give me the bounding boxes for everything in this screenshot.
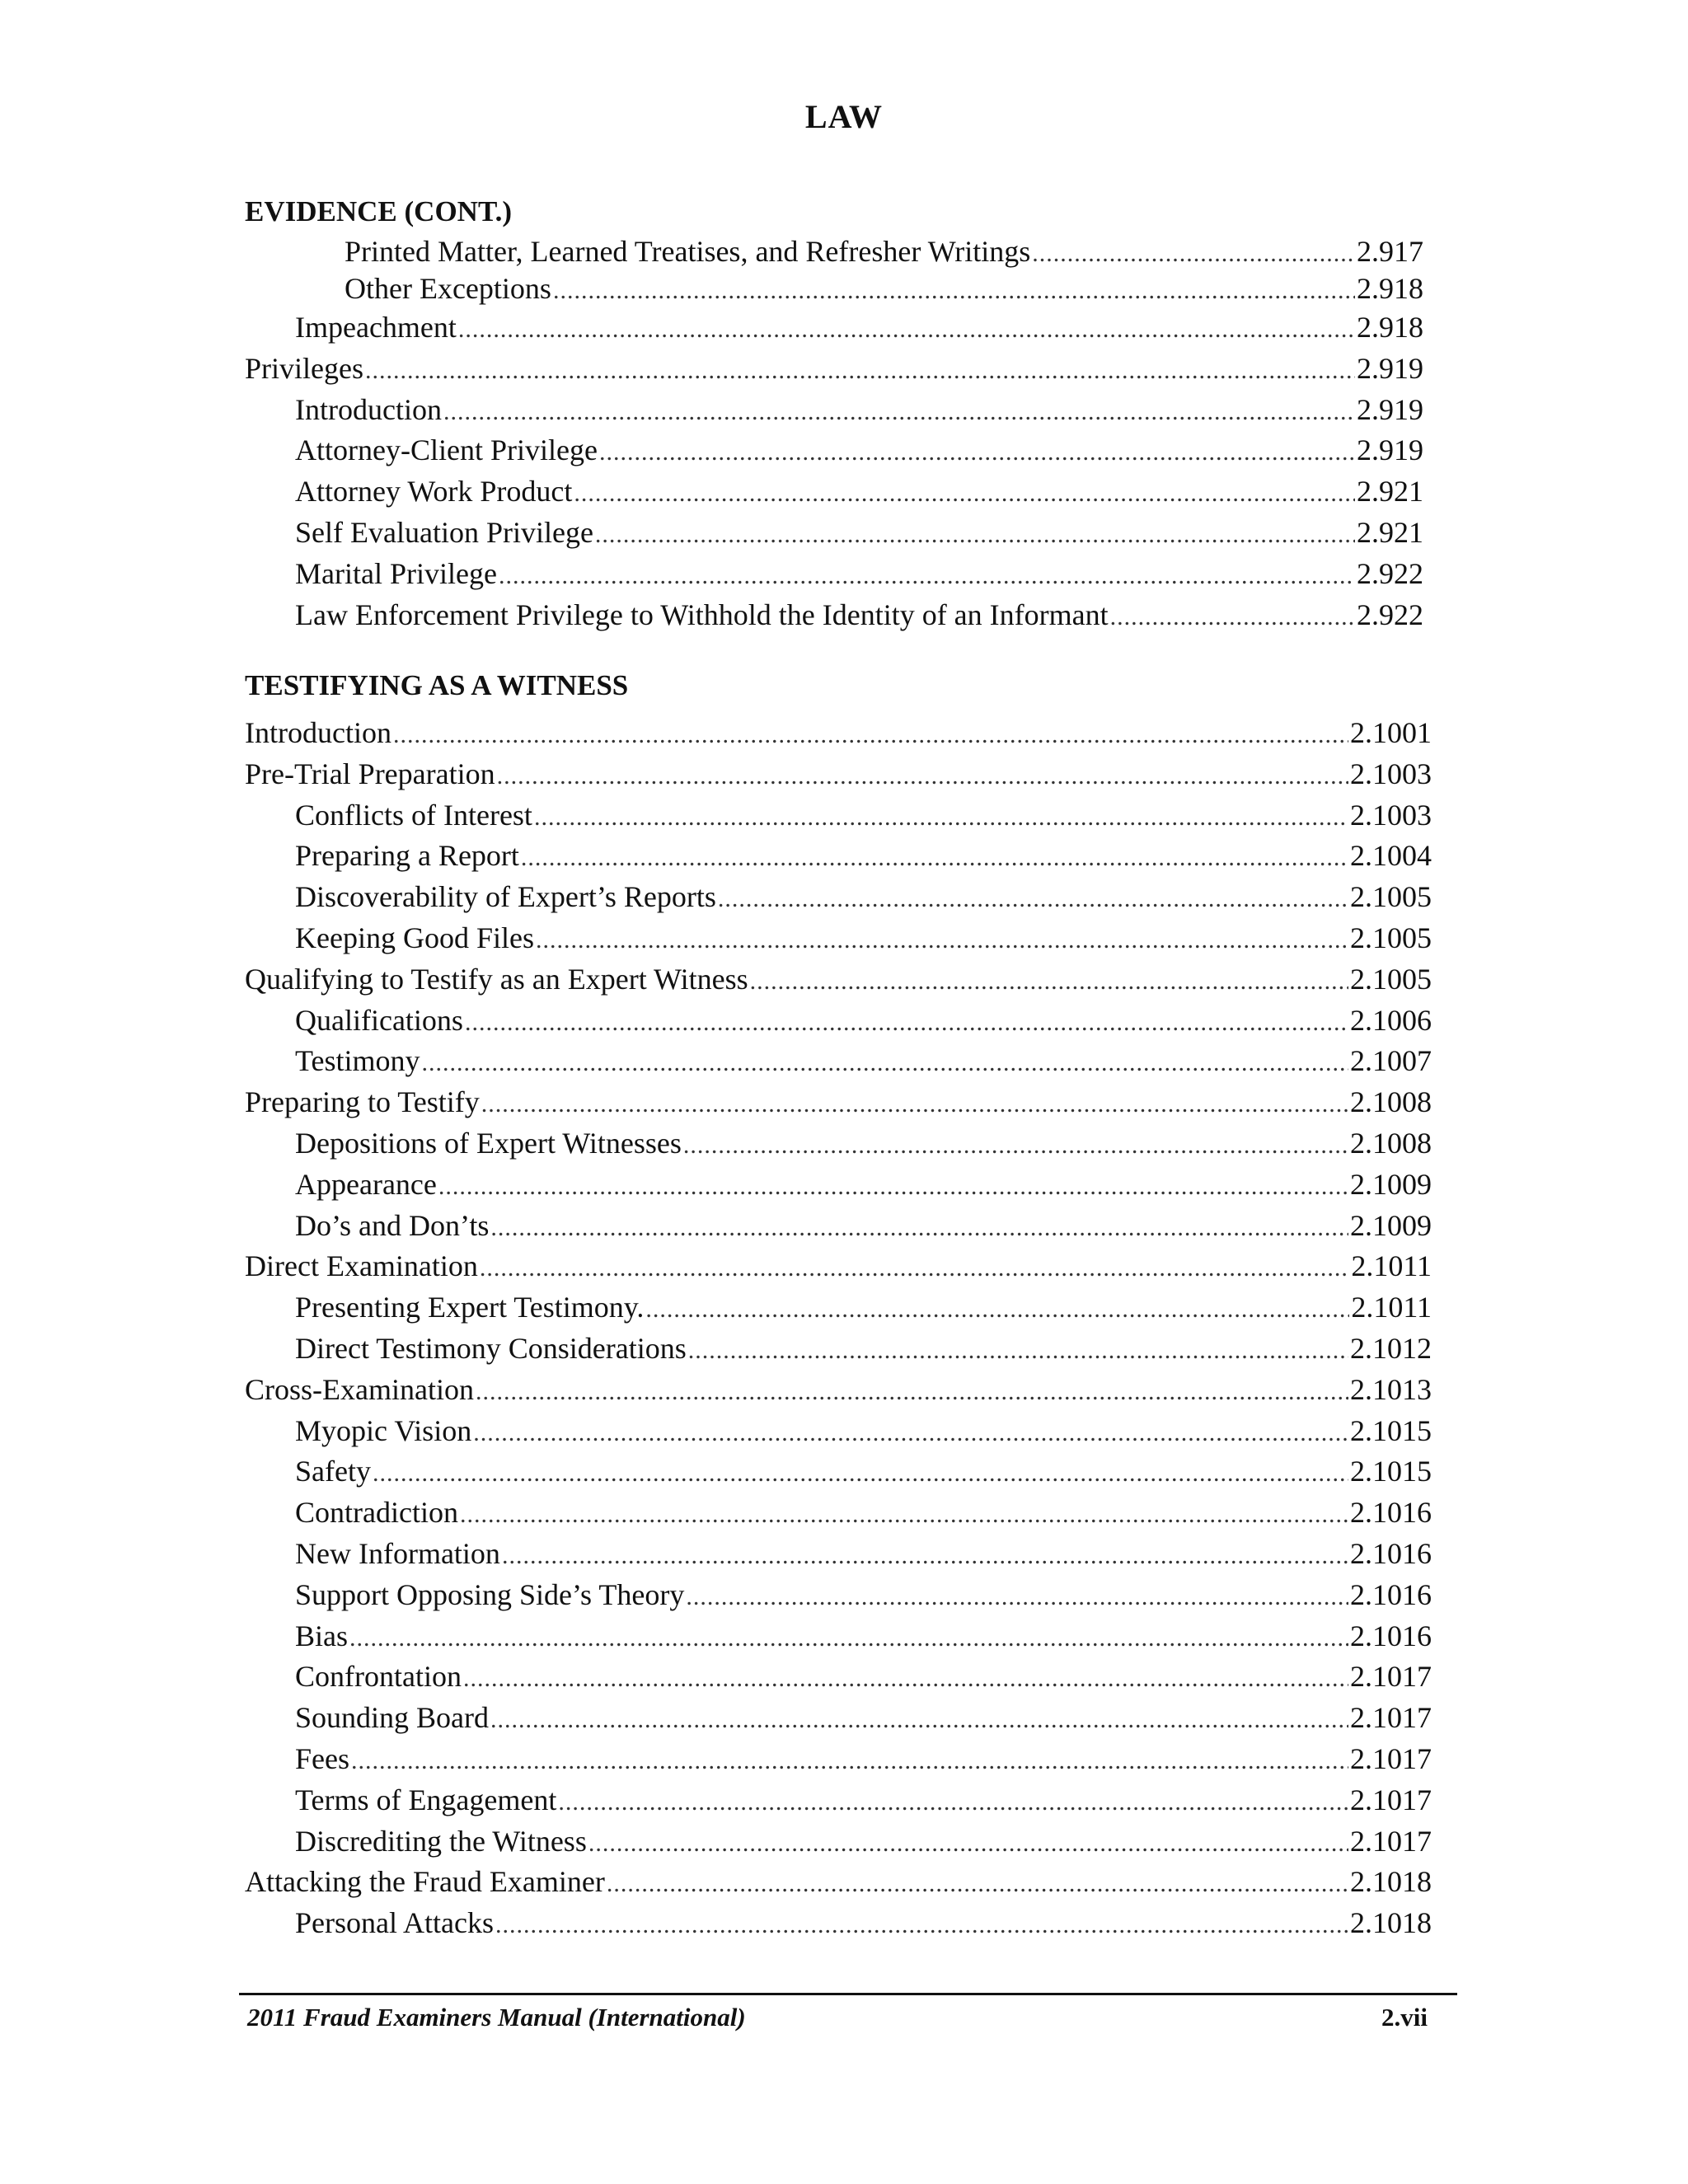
toc-list-testifying	[245, 713, 1432, 1944]
toc-entry[interactable]	[245, 1329, 1432, 1370]
toc-entry-title: Qualifications	[295, 1003, 463, 1037]
toc-entry[interactable]	[245, 307, 1423, 349]
toc-entry-title: Do’s and Don’ts	[295, 1208, 490, 1242]
dot-leader	[686, 1577, 1348, 1618]
dot-leader	[473, 1413, 1348, 1454]
toc-entry[interactable]	[245, 1411, 1432, 1452]
toc-entry-page: 2.1003	[1350, 757, 1432, 790]
dot-leader	[349, 1618, 1348, 1659]
dot-leader	[481, 1084, 1348, 1125]
toc-entry-page: 2.1005	[1350, 962, 1432, 996]
toc-entry[interactable]	[245, 877, 1432, 918]
toc-entry[interactable]	[245, 713, 1432, 754]
footer-divider	[239, 1993, 1457, 1995]
toc-entry-title: Myopic Vision	[295, 1413, 472, 1447]
dot-leader	[490, 1207, 1348, 1249]
section-heading-testifying: TESTIFYING AS A WITNESS	[245, 669, 629, 701]
toc-entry[interactable]	[245, 1534, 1432, 1575]
dot-leader	[421, 1043, 1348, 1084]
dot-leader	[1110, 597, 1355, 638]
dot-leader	[373, 1453, 1348, 1494]
dot-leader	[499, 555, 1355, 597]
toc-entry-page: 2.918	[1357, 272, 1423, 305]
toc-list-evidence	[245, 233, 1423, 635]
toc-entry[interactable]	[245, 1739, 1432, 1780]
toc-entry[interactable]	[245, 233, 1423, 270]
dot-leader	[365, 350, 1355, 391]
toc-entry[interactable]	[245, 836, 1432, 877]
toc-entry[interactable]	[245, 1082, 1432, 1123]
dot-leader	[588, 1823, 1348, 1864]
toc-entry-page: 2.1008	[1350, 1085, 1432, 1119]
toc-entry-page: 2.1017	[1350, 1660, 1432, 1694]
toc-entry[interactable]	[245, 754, 1432, 795]
toc-entry-page: 2.919	[1357, 351, 1423, 385]
toc-entry-title: Bias	[295, 1619, 349, 1652]
toc-entry-page: 2.1015	[1350, 1455, 1432, 1488]
dot-leader	[683, 1125, 1348, 1166]
toc-entry[interactable]	[245, 1862, 1432, 1903]
dot-leader	[750, 961, 1348, 1002]
toc-entry-title: Attacking the Fraud Examiner	[245, 1865, 605, 1899]
toc-entry[interactable]	[245, 1165, 1432, 1206]
toc-entry[interactable]	[245, 1451, 1432, 1493]
toc-entry[interactable]	[245, 1206, 1432, 1247]
toc-entry-title: Cross-Examination	[245, 1372, 474, 1406]
toc-entry[interactable]	[245, 1616, 1432, 1657]
toc-entry[interactable]	[245, 1041, 1432, 1082]
dot-leader	[495, 1905, 1348, 1946]
toc-entry-page: 2.1003	[1350, 798, 1432, 832]
toc-entry-title: Depositions of Expert Witnesses	[295, 1126, 682, 1160]
dot-leader	[476, 1371, 1348, 1413]
toc-entry-page: 2.1004	[1350, 839, 1432, 873]
toc-entry[interactable]	[245, 430, 1423, 471]
dot-leader	[607, 1863, 1348, 1905]
toc-entry-page: 2.1016	[1350, 1577, 1432, 1611]
toc-entry[interactable]	[245, 1903, 1432, 1944]
dot-leader	[595, 514, 1355, 555]
dot-leader	[351, 1741, 1348, 1782]
dot-leader	[480, 1248, 1349, 1289]
toc-entry-title: Testimony	[295, 1044, 420, 1078]
toc-entry[interactable]	[245, 1657, 1432, 1698]
dot-leader	[458, 309, 1355, 350]
toc-entry-page: 2.1009	[1350, 1167, 1432, 1201]
toc-entry-title: Impeachment	[295, 311, 457, 344]
toc-entry[interactable]	[245, 1370, 1432, 1411]
toc-entry-page: 2.919	[1357, 434, 1423, 467]
toc-entry[interactable]	[245, 270, 1423, 307]
toc-entry-title: Safety	[295, 1455, 371, 1488]
toc-entry[interactable]	[245, 959, 1432, 1001]
toc-entry-title: Fees	[295, 1741, 349, 1775]
toc-entry-title: Support Opposing Side’s Theory	[295, 1577, 685, 1611]
toc-entry-page: 2.1012	[1350, 1331, 1432, 1365]
toc-entry[interactable]	[245, 918, 1432, 959]
toc-entry-title: Terms of Engagement	[295, 1783, 557, 1816]
toc-entry[interactable]	[245, 1001, 1432, 1042]
toc-entry-page: 2.917	[1357, 235, 1423, 268]
dot-leader	[558, 1782, 1348, 1823]
toc-entry[interactable]	[245, 471, 1423, 513]
toc-entry-page: 2.1016	[1350, 1536, 1432, 1570]
toc-entry[interactable]	[245, 1821, 1432, 1863]
page-title: LAW	[804, 98, 884, 135]
dot-leader	[502, 1535, 1348, 1577]
toc-entry-page: 2.1005	[1350, 880, 1432, 914]
dot-leader	[460, 1494, 1348, 1535]
toc-entry-page: 2.918	[1357, 311, 1423, 344]
toc-entry[interactable]	[245, 1123, 1432, 1165]
toc-entry-page: 2.922	[1357, 598, 1423, 631]
toc-entry-title: Pre-Trial Preparation	[245, 757, 495, 790]
toc-entry-title: Printed Matter, Learned Treatises, and Refresher Writings	[345, 235, 1031, 268]
toc-entry-page: 2.1015	[1350, 1413, 1432, 1447]
toc-entry-title: Discrediting the Witness	[295, 1824, 587, 1858]
toc-entry-page: 2.921	[1357, 475, 1423, 509]
toc-entry-page: 2.1006	[1350, 1003, 1432, 1037]
dot-leader	[438, 1166, 1348, 1207]
toc-entry-page: 2.1018	[1350, 1865, 1432, 1899]
dot-leader	[599, 432, 1355, 473]
toc-entry[interactable]	[245, 349, 1423, 390]
dot-leader	[536, 920, 1348, 961]
toc-entry[interactable]	[245, 1575, 1432, 1616]
dot-leader	[497, 756, 1348, 797]
dot-leader	[393, 715, 1348, 756]
toc-entry-title: Appearance	[295, 1167, 437, 1201]
toc-entry-page: 2.1001	[1350, 716, 1432, 749]
toc-entry-page: 2.1016	[1350, 1496, 1432, 1530]
toc-entry-page: 2.1011	[1351, 1291, 1432, 1324]
toc-entry-title: Personal Attacks	[295, 1906, 494, 1940]
toc-entry-page: 2.1011	[1351, 1249, 1432, 1283]
toc-entry-page: 2.921	[1357, 515, 1423, 549]
toc-entry[interactable]	[245, 795, 1432, 837]
dot-leader	[688, 1330, 1348, 1371]
dot-leader	[443, 391, 1355, 433]
toc-entry-page: 2.1017	[1350, 1701, 1432, 1735]
dot-leader	[1032, 235, 1355, 272]
dot-leader	[718, 879, 1348, 920]
section-heading-evidence: EVIDENCE (CONT.)	[245, 195, 513, 227]
toc-entry-page: 2.922	[1357, 556, 1423, 590]
toc-entry-title: Attorney-Client Privilege	[295, 434, 598, 467]
toc-entry-title: Self Evaluation Privilege	[295, 515, 593, 549]
dot-leader	[521, 837, 1348, 879]
toc-entry-title: New Information	[295, 1536, 500, 1570]
toc-entry-title: Privileges	[245, 351, 363, 385]
dot-leader	[465, 1002, 1348, 1043]
toc-entry[interactable]	[245, 390, 1423, 431]
dot-leader	[490, 1699, 1348, 1741]
toc-entry-title: Qualifying to Testify as an Expert Witness	[245, 962, 748, 996]
footer-title: 2011 Fraud Examiners Manual (International)	[247, 2003, 746, 2032]
toc-entry-title: Other Exceptions	[345, 272, 551, 305]
toc-entry-page: 2.1009	[1350, 1208, 1432, 1242]
footer-page-number: 2.vii	[1381, 2003, 1428, 2032]
toc-entry-title: Law Enforcement Privilege to Withhold the Identity of an Informant	[295, 598, 1109, 631]
toc-entry[interactable]	[245, 554, 1423, 595]
toc-entry-title: Sounding Board	[295, 1701, 490, 1735]
toc-entry-title: Discoverability of Expert’s Reports	[295, 880, 716, 914]
toc-entry-title: Marital Privilege	[295, 556, 497, 590]
toc-entry-title: Introduction	[245, 716, 392, 749]
toc-entry-page: 2.1013	[1350, 1372, 1432, 1406]
toc-entry[interactable]	[245, 595, 1423, 636]
toc-entry-title: Preparing a Report	[295, 839, 519, 873]
toc-entry-title: Conflicts of Interest	[295, 798, 532, 832]
toc-entry[interactable]	[245, 1493, 1432, 1534]
toc-entry[interactable]	[245, 1287, 1432, 1329]
toc-entry-title: Contradiction	[295, 1496, 458, 1530]
toc-entry[interactable]	[245, 1246, 1432, 1287]
toc-entry-page: 2.1008	[1350, 1126, 1432, 1160]
toc-entry-title: Introduction	[295, 392, 442, 426]
toc-entry-page: 2.919	[1357, 392, 1423, 426]
dot-leader	[534, 797, 1348, 838]
toc-entry-title: Confrontation	[295, 1660, 462, 1694]
toc-entry-title: Presenting Expert Testimony.	[295, 1291, 645, 1324]
toc-entry-page: 2.1016	[1350, 1619, 1432, 1652]
toc-entry-title: Direct Testimony Considerations	[295, 1331, 687, 1365]
dot-leader	[463, 1658, 1348, 1699]
toc-entry-page: 2.1005	[1350, 921, 1432, 954]
toc-entry[interactable]	[245, 513, 1423, 554]
toc-entry[interactable]	[245, 1698, 1432, 1739]
toc-entry-page: 2.1017	[1350, 1783, 1432, 1816]
toc-entry-page: 2.1007	[1350, 1044, 1432, 1078]
toc-entry-page: 2.1017	[1350, 1824, 1432, 1858]
toc-entry-page: 2.1018	[1350, 1906, 1432, 1940]
toc-entry[interactable]	[245, 1780, 1432, 1821]
dot-leader	[574, 473, 1355, 514]
dot-leader	[553, 272, 1355, 309]
toc-entry-title: Preparing to Testify	[245, 1085, 480, 1119]
toc-entry-page: 2.1017	[1350, 1741, 1432, 1775]
toc-entry-title: Keeping Good Files	[295, 921, 534, 954]
toc-entry-title: Attorney Work Product	[295, 475, 573, 509]
dot-leader	[645, 1289, 1349, 1330]
toc-entry-title: Direct Examination	[245, 1249, 478, 1283]
